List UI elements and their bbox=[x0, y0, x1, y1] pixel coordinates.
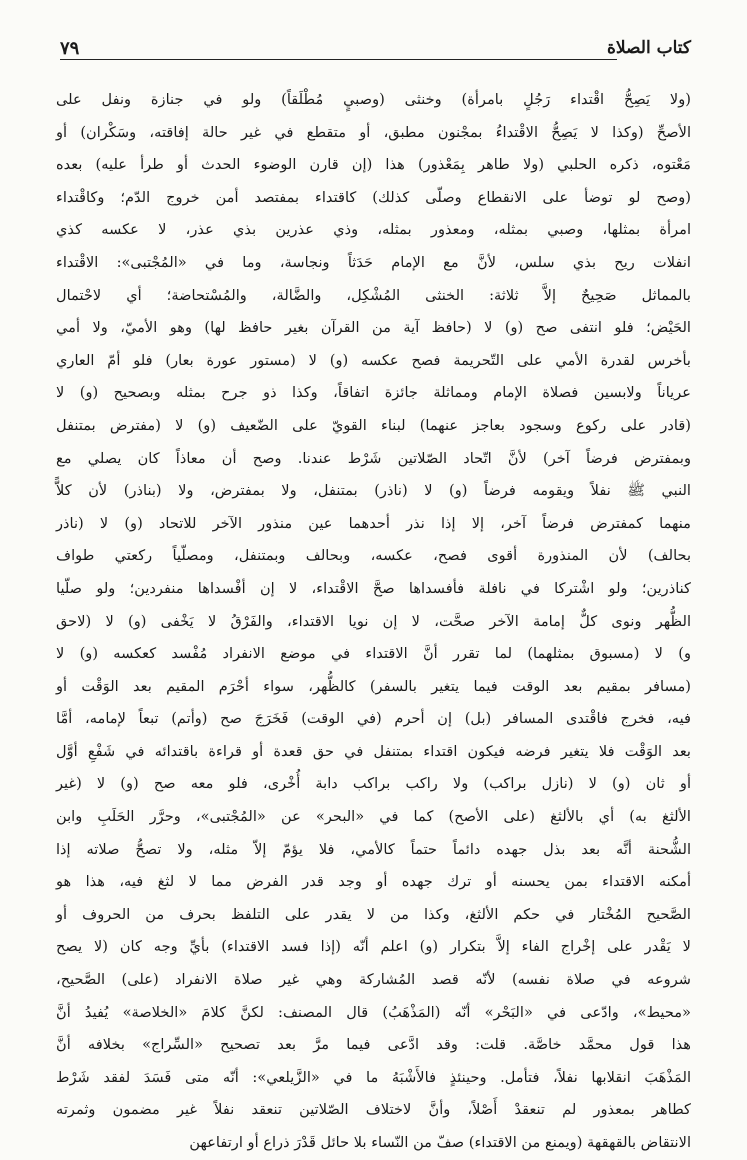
text-line: الانتقاض بالقهقهة (ويمنع من الاقتداء) صفّ من النّساء بلا حائل قَدْرَ ذراع أو ارتفاعهن bbox=[189, 1134, 691, 1151]
text-line: انفلات ريح بذي سلس، لأنَّ مع الإمام حَدَثاً ونجاسة، وما في «المُجْتبى»: الاقْتداء bbox=[56, 253, 691, 271]
text-line: النبي ﷺ نفلاً ويقومه فرضاً (و) لا (ناذر) بمتنفل، ولا بمفترض، ولا (بناذر) لأن كلاًّ bbox=[56, 482, 691, 500]
text-line: عرياناً ولابسين فصلاة الإمام ومماثلة جائزة اتفاقاً، وكذا ذو جرح بمثله وبصحيح (و) لا bbox=[56, 384, 691, 402]
text-line: الصَّحيح المُخْتار في حكم الألثغ، وكذا من لا يقدر على التلفظ بحرف من الحروف أو bbox=[56, 905, 691, 923]
text-line: الشُّحنة أنَّه بعد بذل جهده دائماً حتماً كالأمي، فلا يؤمّ إلاّ مثله، ولا تصحُّ صلاته إذا bbox=[56, 840, 691, 858]
text-line: و) لا (مسبوق بمثلهما) لما تقرر أنَّ الاقتداء في موضع الانفراد مُفْسد كعكسه (و) لا bbox=[56, 645, 691, 663]
text-line: بعد الوَقْت فلا يتغير فرضه فيكون اقتداء بمتنفل في حق قعدة أو قراءة باقتدائه في شَفْعِ أوَّل bbox=[56, 742, 691, 760]
text-line: وبمفترض فرضاً آخر) لأنَّ اتّحاد الصّلاتين شَرْط عندنا. وصح أن معاذاً كان يصلي مع bbox=[56, 449, 691, 467]
text-line: بحالف) لأن المنذورة أقوى فصح، عكسه، وبحالف وبمتنفل، ومصلّياً ركعتي طواف bbox=[56, 547, 691, 565]
text-line: كناذرين؛ ولو اشْتركا في نافلة فأفسداها صحَّ الاقْتداء، لا إن أفْسداها منفردين؛ ولو صلّيا bbox=[56, 579, 691, 597]
text-line: الظُّهر ونوى كلٌّ إمامة الآخر صحَّت، لا إن نويا الاقتداء، والفَرْقُ لا يَخْفى (و) لا (لاحق bbox=[56, 612, 691, 630]
page-header bbox=[60, 38, 691, 72]
running-title: كتاب الصلاة bbox=[606, 38, 691, 58]
text-line: مَعْتوه، ذكره الحلبي (ولا طاهر بِمَعْذور) هذا (إن قارن الوضوء الحدث أو طرأ عليه) بعده bbox=[56, 156, 691, 174]
text-line: الحَيْض؛ فلو انتفى صح (و) لا (حافظ آية من القرآن بغير حافظ لها) وهو الأميّ، ولا أمي bbox=[56, 319, 691, 337]
text-line: (ولا يَصِحُّ اقْتداء رَجُلٍ بامرأة) وخنثى (وصبيٍ مُطْلَقاً) ولو في جنازة ونفل على bbox=[56, 91, 691, 108]
text-line: شروعه في صلاة نفسه) لأنّه قصد المُشاركة وهي غير صلاة الانفراد (على) الصَّحيح، bbox=[56, 971, 691, 989]
text-line: الألثغ به) أي بالألثغ (على الأصح) كما في «البحر» عن «المُجْتبى»، وحرَّر الحَلَبِ وابن bbox=[56, 808, 691, 826]
text-line: امرأة بمثلها، وصبي بمثله، ومعذور بمثله، وذي عذرين بذي عذر، لا عكسه كذي bbox=[56, 221, 691, 239]
text-line: فيه، فخرج فاقْتدى المسافر (بل) إن أحرم (في الوقت) فَخَرَجَ صح (وأتم) تبعاً لإمامه، أمَّا bbox=[56, 710, 691, 728]
text-line: (وصح لو توضأ على الانقطاع وصلّى كذلك) كاقتداء بمفتصد أمن خروج الدّم؛ وكاقْتداء bbox=[56, 188, 691, 206]
text-line: بأخرس لقدرة الأمي على التّحريمة فصح عكسه (و) لا (مستور عورة بعار) فلو أمّ العاري bbox=[56, 351, 691, 369]
header-rule bbox=[60, 59, 617, 60]
page-number: ٧٩ bbox=[60, 38, 80, 59]
text-line: لا يَقْدر على إخْراج الفاء إلاَّ بتكرار (و) اعلم أنّه (إذا فسد الاقتداء) بأيِّ وجه كان (لا يصح bbox=[56, 938, 691, 956]
text-line: كطاهر بمعذور لم تنعقدْ أَصْلاً، وأنَّ لاختلاف الصّلاتين تنعقد نفلاً غير مضمون وثمرته bbox=[56, 1101, 691, 1119]
body-text bbox=[56, 84, 691, 1151]
text-line: الأصحِّ (وكذا لا يَصِحُّ الاقْتداءُ بمجْنون مطبق، أو متقطع في غير حالة إفاقته، وسَكْران) أو bbox=[56, 123, 691, 141]
text-line: أمكنه الاقتداء بمن يحسنه أو ترك جهده أو وجد قدر الفرض مما لا لثغ فيه، هذا هو bbox=[56, 873, 691, 891]
text-line: المَذْهَبَ انقلابها نفلاً، فتأمل. وحينئذٍ فالأَشْبَهُ ما في «الزَّيلعي»: أنّه متى فَسَدَ لفقد شَرْط bbox=[56, 1068, 691, 1086]
text-line: «محيط»، وادّعى في «البَحْر» أنّه (المَذْهَبُ) قال المصنف: لكنَّ كلامَ «الخلاصة» يُفيدُ أنَّ bbox=[56, 1003, 691, 1021]
text-line: (مسافر بمقيم بعد الوقت فيما يتغير بالسفر) كالظُّهر، سواء أحْرَم المقيم بعد الوَقْت أو bbox=[56, 677, 691, 695]
text-line: (قادر على ركوع وسجود بعاجز عنهما) لبناء القويّ على الضّعيف (و) لا (مفترض بمتنفل bbox=[56, 416, 691, 434]
text-line: بالمماثل صَحِيحٌ إلاَّ ثلاثة: الخنثى المُشْكِل، والضَّالة، والمُسْتحاضة؛ أي لاحْتمال bbox=[56, 286, 691, 304]
text-line: منهما كمفترض فرضاً آخر، إلا إذا نذر أحدهما عين منذور الآخر للاتحاد (و) لا (ناذر bbox=[56, 514, 691, 532]
text-line: هذا قول محمَّد خاصَّة. قلت: وقد ادَّعى فيما مرَّ بعد تصحيح «السِّراج» بخلافه أنَّ bbox=[56, 1036, 691, 1054]
text-line: أو ثان (و) لا (نازل براكب) ولا راكب براكب دابة أُخْرى، فلو معه صح (و) لا (غير bbox=[56, 775, 691, 793]
